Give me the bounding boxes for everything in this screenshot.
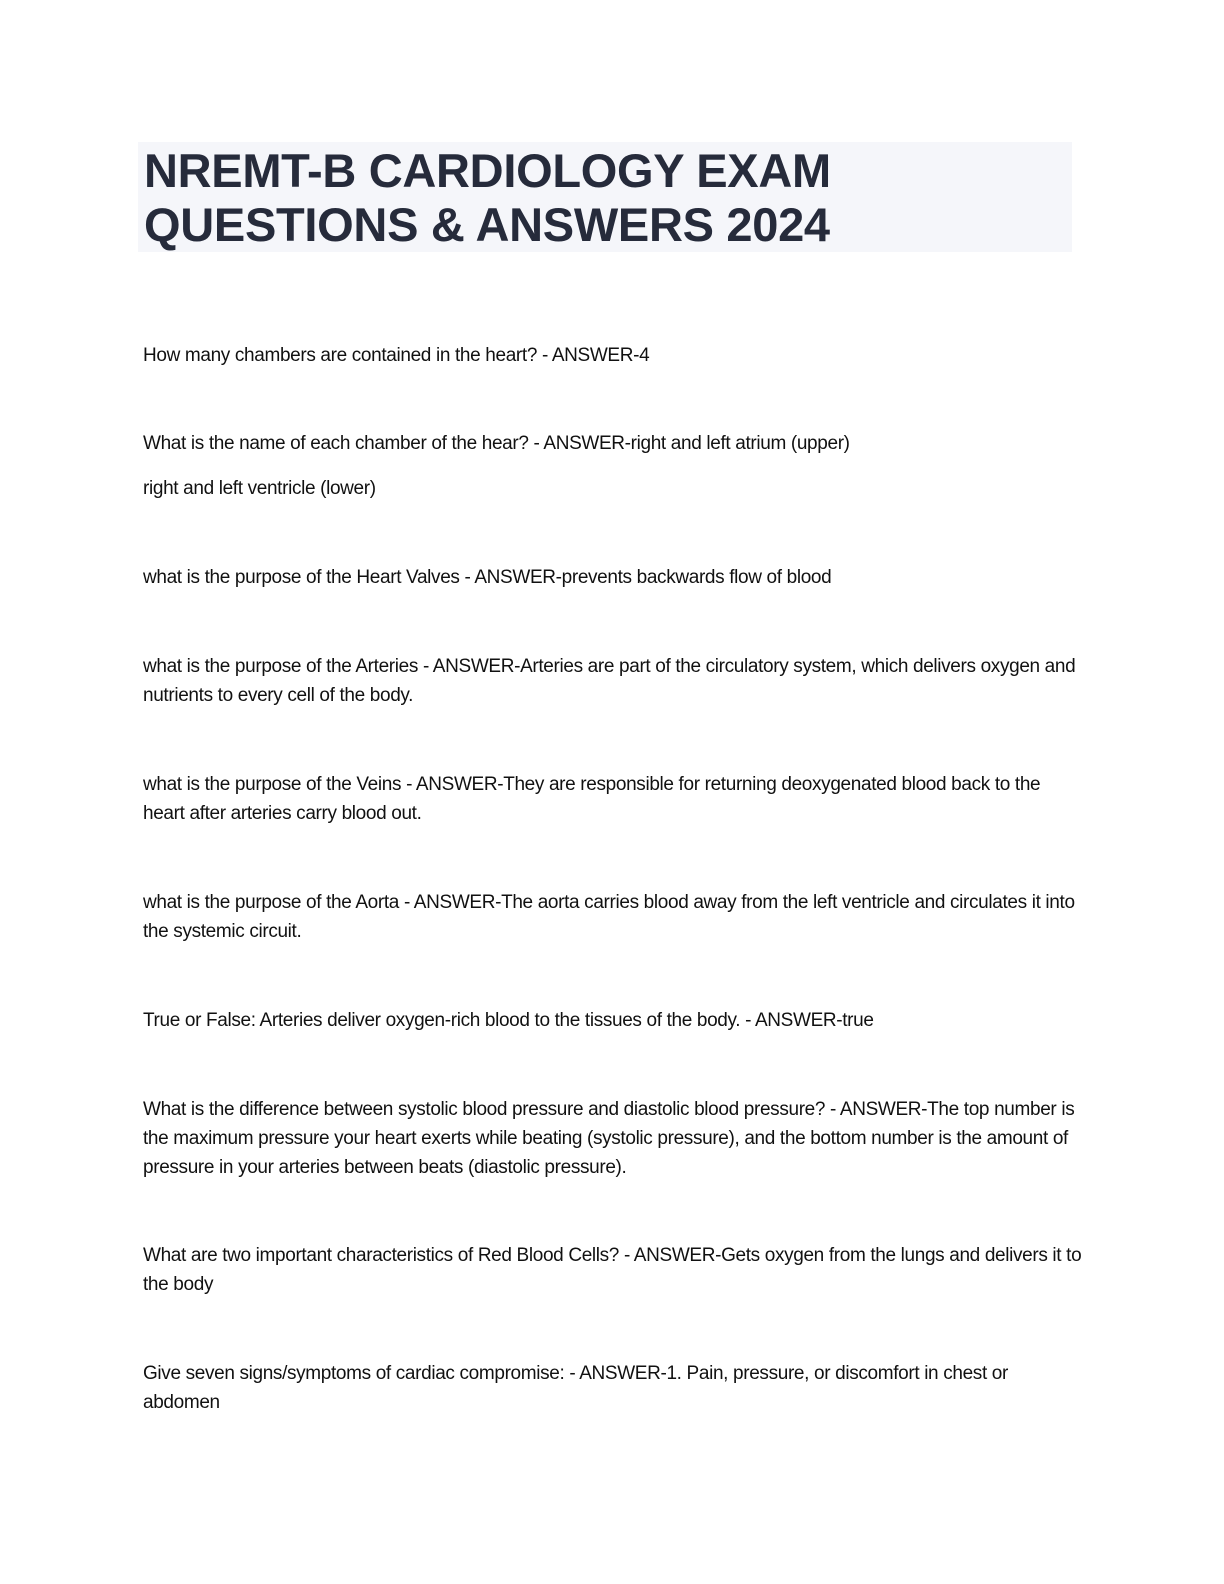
qa-text: what is the purpose of the Veins - ANSWER-They are responsible for returning deoxygenated blood back to the heart after arteries carry blood out. <box>143 774 1041 824</box>
qa-item <box>143 1006 1083 1035</box>
qa-item <box>143 1359 1083 1417</box>
qa-text: What is the name of each chamber of the hear? - ANSWER-right and left atrium (upper) <box>143 433 850 454</box>
title-line-1: NREMT-B CARDIOLOGY EXAM <box>144 144 831 197</box>
qa-text: How many chambers are contained in the heart? - ANSWER-4 <box>143 345 650 366</box>
qa-item <box>143 341 1083 370</box>
qa-text: what is the purpose of the Aorta - ANSWER-The aorta carries blood away from the left ventricle and circulates it into the systemic circuit. <box>143 892 1075 942</box>
qa-text: What is the difference between systolic blood pressure and diastolic blood pressure? - ANSWER-The top number is the maximum pressure your heart exerts while beating (systolic pressure), and the bottom number is the amount of pressure in your arteries between beats (diastolic pressure). <box>143 1099 1075 1178</box>
qa-item <box>143 770 1083 828</box>
qa-continuation: right and left ventricle (lower) <box>143 478 376 499</box>
qa-text: Give seven signs/symptoms of cardiac compromise: - ANSWER-1. Pain, pressure, or discomfort in chest or abdomen <box>143 1363 1008 1413</box>
qa-text: What are two important characteristics of Red Blood Cells? - ANSWER-Gets oxygen from the lungs and delivers it to the body <box>143 1245 1082 1295</box>
qa-text: what is the purpose of the Heart Valves - ANSWER-prevents backwards flow of blood <box>143 567 832 588</box>
title-line-2: QUESTIONS & ANSWERS 2024 <box>144 198 830 251</box>
qa-item <box>143 652 1083 710</box>
qa-item <box>143 1095 1083 1182</box>
qa-item <box>143 888 1083 946</box>
qa-item <box>143 1241 1083 1299</box>
qa-text: True or False: Arteries deliver oxygen-rich blood to the tissues of the body. - ANSWER-true <box>143 1010 874 1031</box>
qa-item <box>143 429 1083 503</box>
qa-text: what is the purpose of the Arteries - ANSWER-Arteries are part of the circulatory system, which delivers oxygen and nutrients to every cell of the body. <box>143 656 1076 706</box>
document-title <box>144 144 831 252</box>
qa-item <box>143 563 1083 592</box>
